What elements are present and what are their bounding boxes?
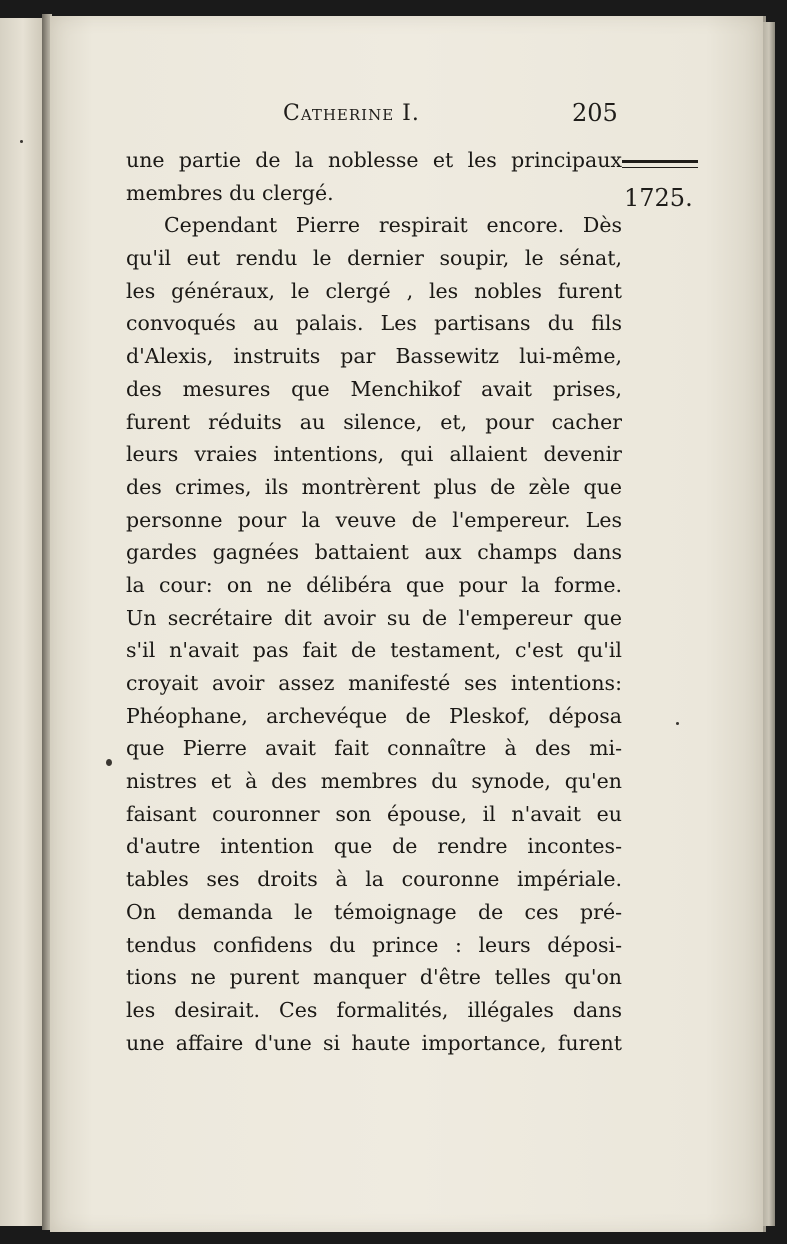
page-number: 205: [572, 99, 618, 127]
text-line: s'il n'avait pas fait de testament, c'est qu'il: [126, 638, 622, 663]
text-line: tendus confidens du prince : leurs déposi-: [126, 932, 622, 957]
paper-speck: [106, 759, 112, 766]
text-line: personne pour la veuve de l'empereur. Les: [126, 507, 622, 532]
text-line: d'autre intention que de rendre incontes-: [126, 834, 622, 859]
text-line: une affaire d'une si haute importance, furent: [126, 1030, 622, 1055]
text-line: des crimes, ils montrèrent plus de zèle que: [126, 474, 622, 499]
text-line: les desirait. Ces formalités, illégales dans: [126, 997, 622, 1022]
text-line: faisant couronner son épouse, il n'avait eu: [126, 801, 622, 826]
text-line: nistres et à des membres du synode, qu'en: [126, 769, 622, 794]
text-line: membres du clergé.: [126, 180, 334, 205]
text-line: leurs vraies intentions, qui allaient devenir: [126, 442, 622, 467]
facing-page-edge: [0, 18, 44, 1226]
text-line: des mesures que Menchikof avait prises,: [126, 376, 622, 401]
running-title: Catherine I.: [283, 101, 420, 126]
margin-rule-thin: [622, 167, 698, 168]
text-line: Phéophane, archevéque de Pleskof, déposa: [126, 703, 622, 728]
page-stack-edge: [763, 22, 775, 1226]
text-line: gardes gagnées battaient aux champs dans: [126, 540, 622, 565]
text-line: On demanda le témoignage de ces pré-: [126, 899, 622, 924]
paper-speck: [676, 722, 679, 725]
text-line: croyait avoir assez manifesté ses intentions:: [126, 671, 622, 695]
text-line: la cour: on ne délibéra que pour la forme.: [126, 572, 622, 597]
text-line: Un secrétaire dit avoir su de l'empereur que: [126, 605, 622, 630]
text-line: tions ne purent manquer d'être telles qu'on: [126, 965, 622, 990]
text-line: Cependant Pierre respirait encore. Dès: [164, 213, 622, 238]
text-line: convoqués au palais. Les partisans du fils: [126, 311, 622, 336]
paper-speck: [20, 140, 23, 143]
text-line: les généraux, le clergé , les nobles furent: [126, 278, 622, 303]
text-line: tables ses droits à la couronne impériale.: [126, 867, 622, 892]
text-line: d'Alexis, instruits par Bassewitz lui-même,: [126, 344, 622, 369]
text-line: une partie de la noblesse et les principaux: [126, 148, 622, 172]
margin-rule: [622, 160, 698, 163]
text-line: que Pierre avait fait connaître à des mi-: [126, 736, 622, 761]
margin-year-note: 1725.: [624, 184, 693, 212]
body-text: [126, 144, 622, 1059]
text-line: furent réduits au silence, et, pour cacher: [126, 409, 622, 434]
text-line: qu'il eut rendu le dernier soupir, le sénat,: [126, 246, 622, 271]
